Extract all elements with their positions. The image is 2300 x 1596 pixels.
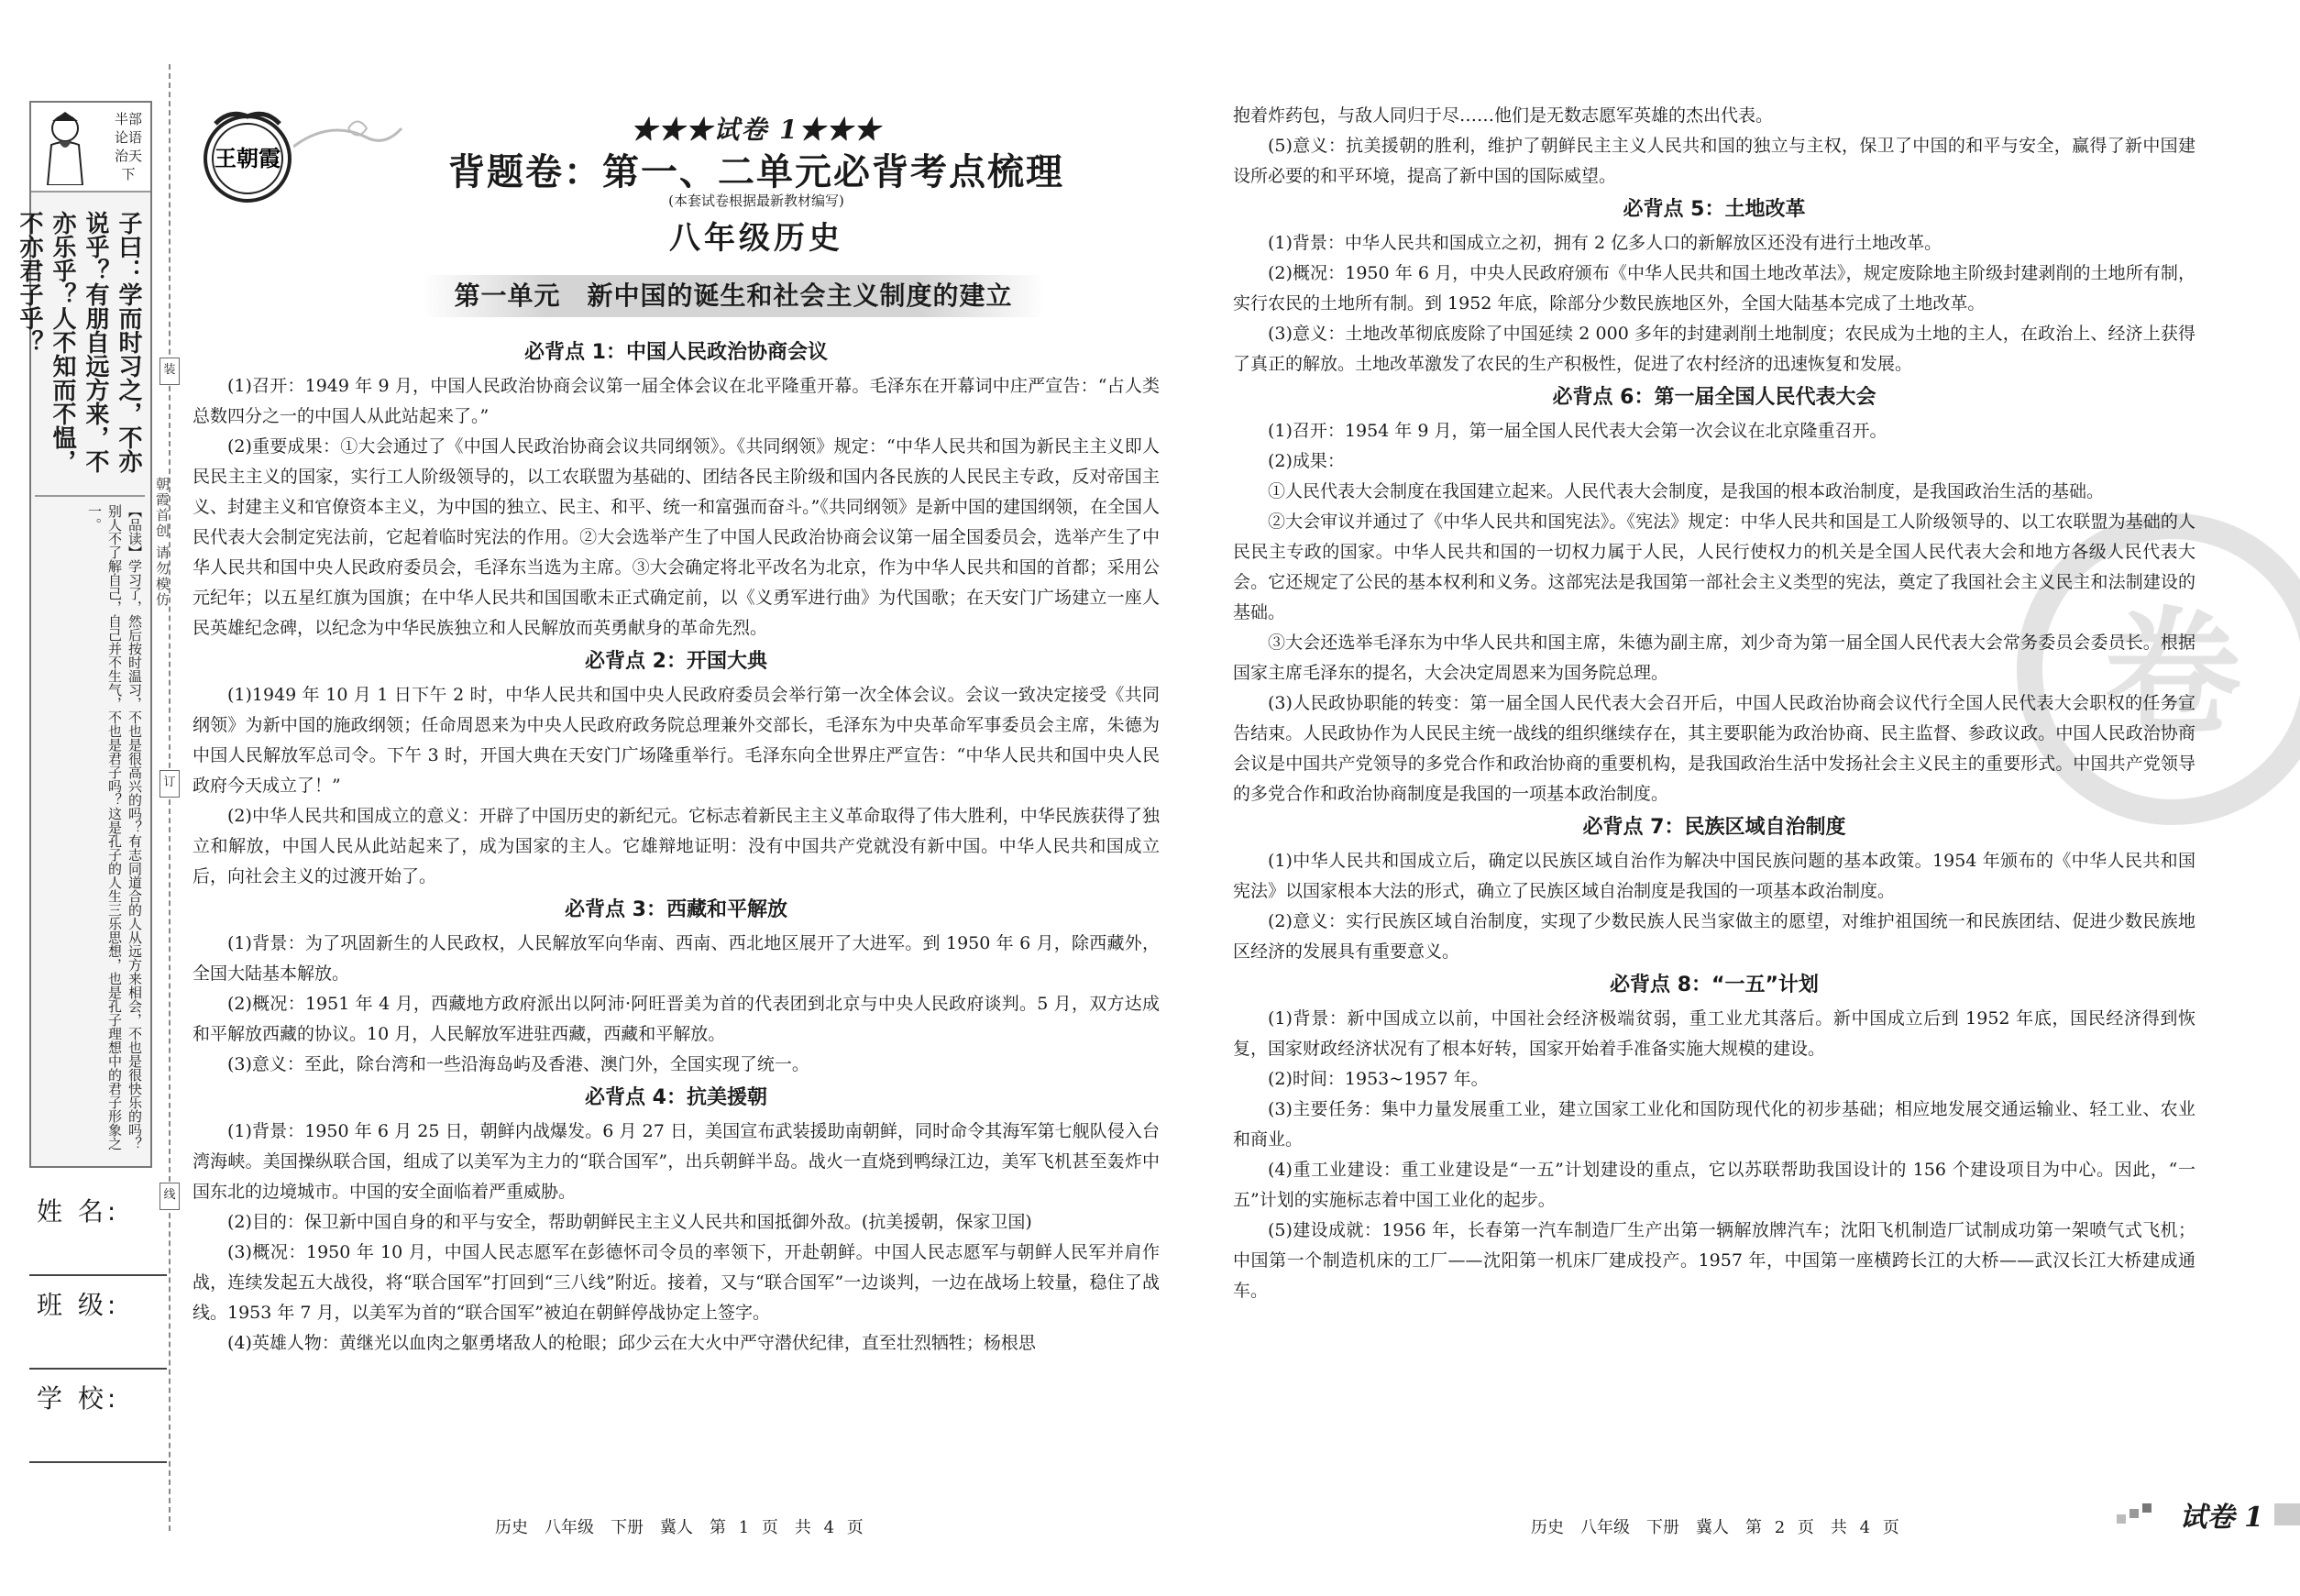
paragraph: (2)中华人民共和国成立的意义：开辟了中国历史的新纪元。它标志着新民主主义革命取得了伟大胜利，中华民族获得了独立和解放，中国人民从此站起来了，成为国家的主人。它雄辩地证明：没有中国共产党就没有新中国。中华人民共和国成立后，向社会主义的过渡开始了。	[193, 806, 1160, 886]
paper-label: ★★★试卷 1★★★	[631, 115, 882, 145]
unit-title: 第一单元 新中国的诞生和社会主义制度的建立	[422, 275, 1045, 317]
paragraph: (1)背景：新中国成立以前，中国社会经济极端贫弱，重工业尤其落后。新中国成立后到 1952 年底，国民经济得到恢复，国家财政经济状况有了根本好转，国家开始着手准备实施大规模的建设。	[1233, 1008, 2195, 1059]
paragraph: (2)时间：1953~1957 年。	[1268, 1069, 1489, 1089]
section-heading: 必背点 3：西藏和平解放	[565, 898, 787, 921]
paper-note: (本套试卷根据最新教材编写)	[668, 193, 844, 209]
class-field[interactable]	[29, 1276, 167, 1370]
paragraph: ②大会审议并通过了《中华人民共和国宪法》。《宪法》规定：中华人民共和国是工人阶级领导的、以工农联盟为基础的人民民主专政的国家。中华人民共和国的一切权力属于人民，人民行使权力的机关是全国人民代表大会和地方各级人民代表大会。它还规定了公民的基本权利和义务。这部宪法是我国第一部社会主义类型的宪法，奠定了我国社会主义民主和法制建设的基础。	[1233, 512, 2195, 622]
sidebar-motto: 半部论语治天下	[114, 111, 142, 182]
paragraph: (2)目的：保卫新中国自身的和平与安全，帮助朝鲜民主主义人民共和国抵御外敌。(抗美援朝，保家卫国)	[227, 1212, 1032, 1232]
watermark-icon: 卷	[2103, 593, 2241, 754]
binding-mark: 订	[160, 770, 180, 798]
paper-title: 背题卷：第一、二单元必背考点梳理	[448, 151, 1064, 193]
paragraph: ③大会还选举毛泽东为中华人民共和国主席，朱德为副主席，刘少奇为第一届全国人民代表大会常务委员会委员长。根据国家主席毛泽东的提名，大会决定周恩来为国务院总理。	[1233, 633, 2195, 683]
paragraph: (4)英雄人物：黄继光以血肉之躯勇堵敌人的枪眼；邱少云在大火中严守潜伏纪律，直至壮烈牺牲；杨根思	[227, 1333, 1036, 1353]
sidebar-header	[31, 103, 150, 193]
logo-text: 王朝霞	[215, 145, 281, 171]
binding-line	[169, 64, 171, 1531]
paragraph: (3)主要任务：集中力量发展重工业，建立国家工业化和国防现代化的初步基础；相应地发展交通运输业、轻工业、农业和商业。	[1233, 1099, 2195, 1150]
section-heading: 必背点 8：“一五”计划	[1610, 974, 1819, 996]
paragraph: (2)成果：	[1268, 451, 1345, 471]
paragraph: (3)概况：1950 年 10 月，中国人民志愿军在彭德怀司令员的率领下，开赴朝鲜。中国人民志愿军与朝鲜人民军并肩作战，连续发起五大战役，将“联合国军”打回到“三八线”附近。接着，又与“联合国军”一边谈判，一边在战场上较量，稳住了战线。1953 年 7 月，以美军为首的“联合国军”被迫在朝鲜停战协定上签字。	[193, 1242, 1160, 1323]
confucius-icon	[37, 108, 94, 185]
brand-logo	[197, 105, 298, 206]
paragraph: (2)重要成果：①大会通过了《中国人民政治协商会议共同纲领》。《共同纲领》规定：“中华人民共和国为新民主主义即人民民主主义的国家，实行工人阶级领导的，以工农联盟为基础的、团结各民主阶级和国内各民族的人民民主专政，反对帝国主义、封建主义和官僚资本主义，为中国的独立、民主、和平、统一和富强而奋斗。”《共同纲领》是新中国的建国纲领，在全国人民代表大会制定宪法前，它起着临时宪法的作用。②大会选举产生了中国人民政治协商会议第一届全国委员会，选举产生了中华人民共和国中央人民政府委员会，毛泽东当选为主席。③大会确定将北平改名为北京，作为中华人民共和国的首都；采用公元纪年；以五星红旗为国旗；在中华人民共和国国歌未正式确定前，以《义勇军进行曲》为代国歌；在天安门广场建立一座人民英雄纪念碑，以纪念为中华民族独立和人民解放而英勇献身的革命先烈。	[193, 436, 1160, 638]
paragraph: (3)人民政协职能的转变：第一届全国人民代表大会召开后，中国人民政治协商会议代行全国人民代表大会职权的任务宣告结束。人民政协作为人民民主统一战线的组织继续存在，其主要职能为政治协商、民主监督、参政议政。中国人民政治协商会议是中国共产党领导的多党合作和政治协商的重要机构，是我国政治生活中发扬社会主义民主的重要形式。中国共产党领导的多党合作和政治协商制度是我国的一项基本政治制度。	[1233, 693, 2195, 804]
student-info	[29, 1183, 167, 1463]
left-column	[193, 335, 1160, 1359]
paragraph: ①人民代表大会制度在我国建立起来。人民代表大会制度，是我国的根本政治制度，是我国政治生活的基础。	[1268, 481, 2105, 501]
paragraph: (2)意义：实行民族区域自治制度，实现了少数民族人民当家做主的愿望，对维护祖国统一和民族团结、促进少数民族地区经济的发展具有重要意义。	[1233, 911, 2195, 962]
class-label: 班 级:	[37, 1290, 120, 1320]
paragraph: (5)建设成就：1956 年，长春第一汽车制造厂生产出第一辆解放牌汽车；沈阳飞机制造厂试制成功第一架喷气式飞机；中国第一个制造机床的工厂——沈阳第一机床厂建成投产。1957 年，中国第一座横跨长江的大桥——武汉长江大桥建成通车。	[1233, 1220, 2195, 1301]
sidebar-pinjian: 【品读】学习了，然后按时温习，不也是很高兴的吗？有志同道合的人从远方来相会，不也是很快乐的吗？别人不了解自己，自己并不生气，不也是君子吗？这是孔子的人生三乐思想，也是孔子理想中的君子形象之一。	[35, 495, 145, 1155]
school-field[interactable]	[29, 1370, 167, 1463]
binding-mark: 线	[160, 1183, 180, 1210]
paragraph: (2)概况：1951 年 4 月，西藏地方政府派出以阿沛·阿旺晋美为首的代表团到北京与中央人民政府谈判。5 月，双方达成和平解放西藏的协议。10 月，人民解放军进驻西藏，西藏和平解放。	[193, 994, 1160, 1044]
paragraph: (1)召开：1954 年 9 月，第一届全国人民代表大会第一次会议在北京隆重召开。	[1268, 421, 1887, 441]
name-label: 姓 名:	[37, 1196, 120, 1227]
paragraph: (1)1949 年 10 月 1 日下午 2 时，中华人民共和国中央人民政府委员会举行第一次全体会议。会议一致决定接受《共同纲领》为新中国的施政纲领；任命周恩来为中央人民政府政务院总理兼外交部长，毛泽东为中央革命军事委员会主席，朱德为中国人民解放军总司令。下午 3 时，开国大典在天安门广场隆重举行。毛泽东向全世界庄严宣告：“中华人民共和国中央人民政府今天成立了！”	[193, 685, 1160, 796]
paragraph: (3)意义：至此，除台湾和一些沿海岛屿及香港、澳门外，全国实现了统一。	[227, 1054, 809, 1074]
paper-corner-tag: 试卷 1	[2179, 1502, 2263, 1534]
name-field[interactable]	[29, 1183, 167, 1276]
paper-subject: 八年级历史	[669, 220, 843, 257]
paragraph: (5)意义：抗美援朝的胜利，维护了朝鲜民主主义人民共和国的独立与主权，保卫了中国的和平与安全，赢得了新中国建设所必要的和平环境，提高了新中国的国际威望。	[1233, 136, 2195, 186]
paragraph: (1)背景：1950 年 6 月 25 日，朝鲜内战爆发。6 月 27 日，美国宣布武装援助南朝鲜，同时命令其海军第七舰队侵入台湾海峡。美国操纵联合国，组成了以美军为主力的“联合国军”，出兵朝鲜半岛。战火一直烧到鸭绿江边，美军飞机甚至轰炸中国东北的边境城市。中国的安全面临着严重威胁。	[193, 1121, 1160, 1202]
paragraph: (3)意义：土地改革彻底废除了中国延续 2 000 多年的封建剥削土地制度；农民成为土地的主人，在政治上、经济上获得了真正的解放。土地改革激发了农民的生产积极性，促进了农村经济的迅速恢复和发展。	[1233, 324, 2195, 374]
paragraph: 抱着炸药包，与敌人同归于尽……他们是无数志愿军英雄的杰出代表。	[1233, 105, 1774, 126]
school-label: 学 校:	[37, 1383, 120, 1414]
section-heading: 必背点 5：土地改革	[1623, 198, 1806, 221]
paragraph: (1)中华人民共和国成立后，确定以民族区域自治作为解决中国民族问题的基本政策。1954 年颁布的《中华人民共和国宪法》以国家根本大法的形式，确立了民族区域自治制度是我国的一项基本政治制度。	[1233, 851, 2195, 901]
binding-note: 朝霞首创 请勿模仿	[154, 477, 171, 608]
sidebar	[16, 101, 152, 1168]
paper-header	[303, 110, 1210, 259]
page-footer-right: 历史 八年级 下册 冀人 第 2 页 共 4 页	[1531, 1518, 1899, 1537]
corner-bar	[2274, 1503, 2300, 1525]
section-heading: 必背点 4：抗美援朝	[585, 1086, 767, 1109]
paragraph: (1)背景：中华人民共和国成立之初，拥有 2 亿多人口的新解放区还没有进行土地改革。	[1268, 233, 1942, 253]
binding-mark: 装	[160, 358, 180, 385]
section-heading: 必背点 7：民族区域自治制度	[1582, 816, 1846, 839]
section-heading: 必背点 2：开国大典	[585, 650, 767, 673]
section-heading: 必背点 6：第一届全国人民代表大会	[1552, 386, 1876, 409]
paragraph: (2)概况：1950 年 6 月，中央人民政府颁布《中华人民共和国土地改革法》，规定废除地主阶级封建剥削的土地所有制，实行农民的土地所有制。到 1952 年底，除部分少数民族地区外，全国大陆基本完成了土地改革。	[1233, 263, 2195, 314]
paragraph: (1)召开：1949 年 9 月，中国人民政治协商会议第一届全体会议在北平隆重开幕。毛泽东在开幕词中庄严宣告：“占人类总数四分之一的中国人从此站起来了。”	[193, 376, 1160, 426]
page-footer-left: 历史 八年级 下册 冀人 第 1 页 共 4 页	[495, 1518, 864, 1537]
right-column	[1233, 101, 2195, 1306]
sidebar-proverb: 子曰：学而时习之，不亦说乎？有朋自远方来，不亦乐乎？人不知而不愠，不亦君子乎？	[16, 211, 142, 473]
paragraph: (1)背景：为了巩固新生的人民政权，人民解放军向华南、西南、西北地区展开了大进军。到 1950 年 6 月，除西藏外，全国大陆基本解放。	[193, 933, 1160, 984]
section-heading: 必背点 1：中国人民政治协商会议	[524, 341, 828, 364]
paragraph: (4)重工业建设：重工业建设是“一五”计划建设的重点，它以苏联帮助我国设计的 156 个建设项目为中心。因此，“一五”计划的实施标志着中国工业化的起步。	[1233, 1160, 2195, 1210]
corner-decoration-icon	[2117, 1503, 2153, 1525]
